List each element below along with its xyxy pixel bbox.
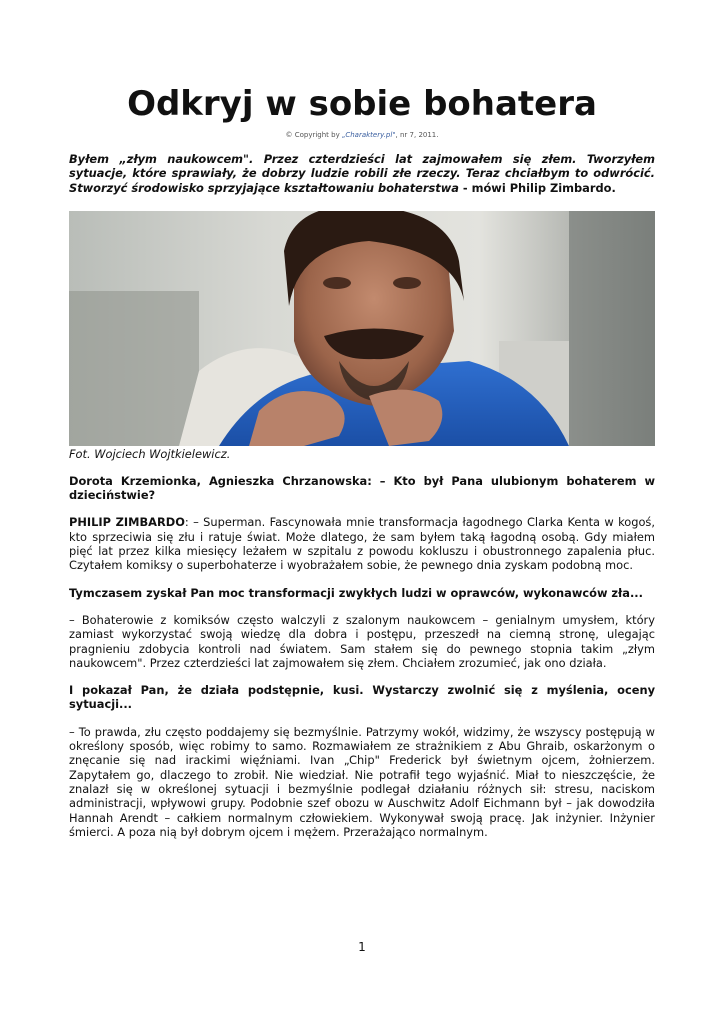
article-title: Odkryj w sobie bohatera <box>127 84 597 124</box>
copyright-link[interactable]: „Charaktery.pl" <box>341 131 396 139</box>
lead-attribution: - mówi Philip Zimbardo. <box>458 180 616 195</box>
interview-answer: – Bohaterowie z komiksów często walczyli z szalonym naukowcem – genialnym umysłem, który zamiast wykorzystać swoją wiedzę dla dobra i postępu, przeszedł na ciemną stronę, ulegając pragnieniu zdobycia kontroli nad światem. Sam stałem się do pewnego stopnia takim „złym naukowcem". Przez czterdzieści lat zajmowałem się złem. Chciałem zrozumieć, jak ono działa. <box>69 612 655 670</box>
lead-quote: Byłem „złym naukowcem". Przez czterdzieści lat zajmowałem się złem. Tworzyłem sytuacje, które sprawiały, że dobrzy ludzie robili złe rzeczy. Teraz chciałbym to odwrócić. Stworzyć środowisko sprzyjające kształtowaniu bohaterstwa <box>69 152 655 195</box>
copyright-suffix: , nr 7, 2011. <box>395 131 439 139</box>
photo-caption: Fot. Wojciech Wojtkielewicz. <box>69 446 231 461</box>
interview-block-3 <box>69 683 655 839</box>
article-lead <box>69 152 655 195</box>
interview-answer: – To prawda, złu często poddajemy się bezmyślnie. Patrzymy wokół, widzimy, że wszyscy postępują w określony sposób, więc robimy to samo. Rozmawiałem ze strażnikiem z Abu Ghraib, oskarżonym o znęcanie się nad irackimi więźniami. Ivan „Chip" Frederick był świetnym ojcem, żołnierzem. Zapytałem go, dlaczego to zrobił. Nie wiedział. Nie potrafił tego wyjaśnić. Miał to nieszczęście, że znalazł się w określonej sytuacji i bezmyślnie podlegał działaniu różnych sił: stresu, naciskom administracji, wpływowi grupy. Podobnie szef obozu w Auschwitz Adolf Eichmann był – jak dowodziła Hannah Arendt – całkiem normalnym człowiekiem. Wykonywał swoją pracę. Jak inżynier. Inżynier śmierci. A poza nią był dobrym ojcem i mężem. Przerażająco normalnym. <box>69 724 655 839</box>
interview-answer <box>69 515 655 572</box>
interview-block-2 <box>69 586 655 670</box>
copyright-line <box>69 130 655 140</box>
document-page <box>69 0 655 851</box>
interview-question: Tymczasem zyskał Pan moc transformacji zwykłych ludzi w oprawców, wykonawców zła... <box>69 585 643 600</box>
interview-question: Dorota Krzemionka, Agnieszka Chrzanowska: – Kto był Pana ulubionym bohaterem w dzieciństwie? <box>69 473 655 503</box>
page-number: 1 <box>358 940 366 954</box>
interview-block-1 <box>69 474 655 573</box>
portrait-photo <box>69 211 655 446</box>
answer-text: : – Superman. Fascynowała mnie transformacja łagodnego Clarka Kenta w kogoś, kto sprzeciwia się złu i ratuje świat. Może dlatego, że sam byłem taką łagodną osobą. Gdy miałem pięć lat przez kilka miesięcy leżałem w szpitalu z powodu kokluszu i obustronnego zapalenia płuc. Czytałem komiksy o superbohaterze i wyobrażałem sobie, że pewnego dnia zyskam podobną moc. <box>69 515 655 573</box>
copyright-prefix: © Copyright by <box>285 131 342 139</box>
answer-speaker: PHILIP ZIMBARDO <box>69 515 185 530</box>
interview-question: I pokazał Pan, że działa podstępnie, kusi. Wystarczy zwolnić się z myślenia, oceny sytuacji... <box>69 683 655 712</box>
